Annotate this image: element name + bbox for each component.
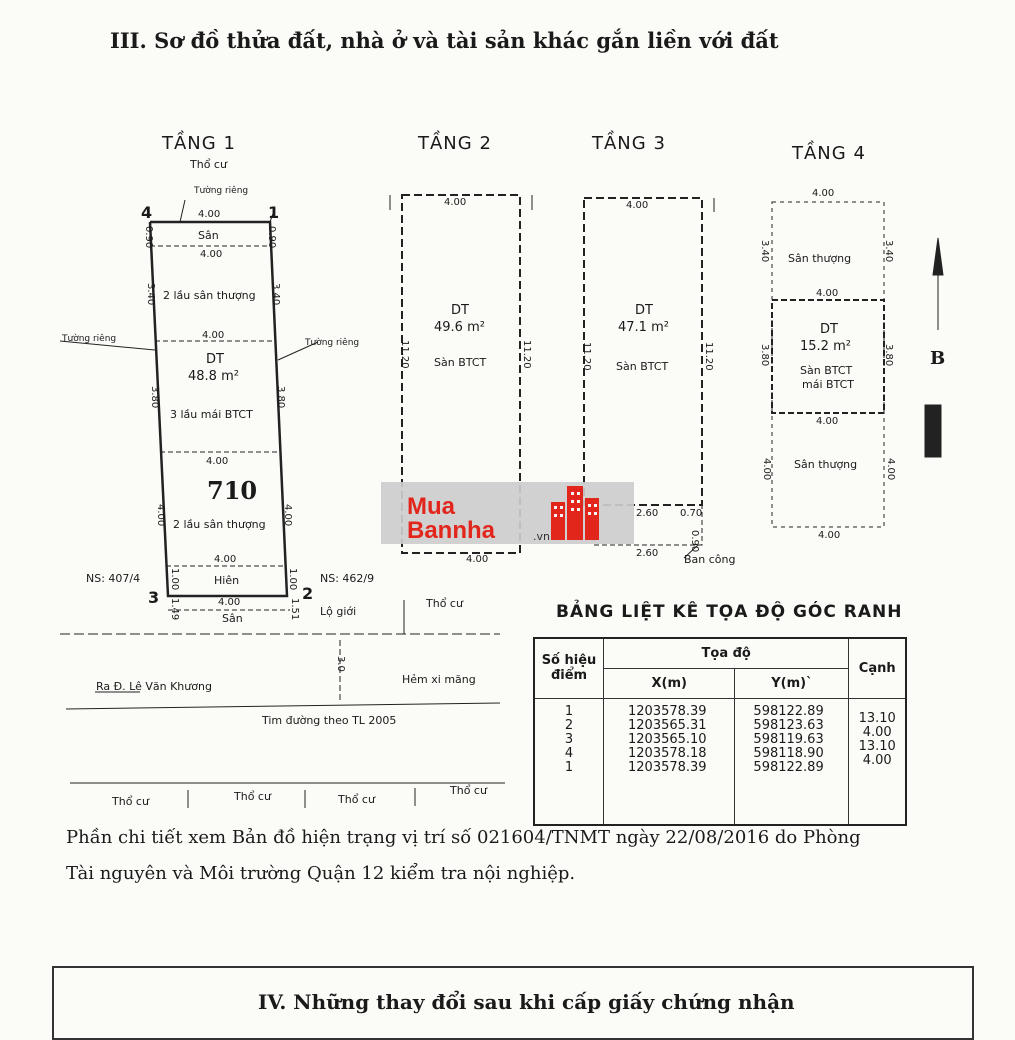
table-row-point: 3 xyxy=(564,731,574,747)
wall-left-label: Tường riêng xyxy=(62,334,117,344)
f2-dt-label: DT xyxy=(451,303,469,318)
f2-area: 49.6 m² xyxy=(434,320,485,335)
f1-hien-label: Hiên xyxy=(214,574,240,587)
f2-width-bottom: 4.00 xyxy=(466,554,489,565)
f4-dim-340-right: 3.40 xyxy=(883,240,894,263)
f3-dt-label: DT xyxy=(635,303,653,318)
ra-duong-label: Ra Đ. Lê Văn Khương xyxy=(96,680,212,693)
f3-dim-260: 2.60 xyxy=(636,508,659,519)
f1-san-label: Sân xyxy=(198,229,219,242)
section-4-title: IV. Những thay đổi sau khi cấp giấy chứng nhận xyxy=(258,990,795,1014)
f1-dim-right-100: 1.00 xyxy=(287,568,298,591)
f1-dim-left-380: 3.80 xyxy=(149,386,160,409)
f4-terrace-bottom: Sân thượng xyxy=(794,458,858,471)
f1-area: 48.8 m² xyxy=(188,369,239,384)
f4-dim-340-left: 3.40 xyxy=(759,240,770,263)
note-line-2: Tài nguyên và Môi trường Quận 12 kiểm tra nội nghiệp. xyxy=(66,863,576,884)
section-4-box xyxy=(52,966,974,1040)
f3-balcony: Ban công xyxy=(684,553,736,566)
coordinate-table xyxy=(533,637,907,826)
f1-dim-right-090: 0.90 xyxy=(266,226,277,249)
f4-width-2: 4.00 xyxy=(816,288,839,299)
f3-width-top: 4.00 xyxy=(626,200,649,211)
f2-material: Sàn BTCT xyxy=(434,356,487,369)
f1-dim-left-400: 4.00 xyxy=(155,504,166,527)
parcel-number: 710 xyxy=(207,476,258,505)
road-width: 3.0 xyxy=(335,656,346,672)
floor-4-label: TẦNG 4 xyxy=(792,143,866,164)
f4-terrace-top: Sân thượng xyxy=(788,252,852,265)
f1-three-floor: 3 lầu mái BTCT xyxy=(170,408,253,421)
table-title: BẢNG LIỆT KÊ TỌA ĐỘ GÓC RANH xyxy=(556,602,903,622)
x-cell xyxy=(604,698,735,825)
ns-left: NS: 407/4 xyxy=(86,572,141,585)
header-y: Y(m)` xyxy=(735,668,849,698)
f4-dim-400-right: 4.00 xyxy=(885,458,896,481)
f4-width-top: 4.00 xyxy=(812,188,835,199)
f1-dim-left-100: 1.00 xyxy=(169,568,180,591)
corner-4-label: 4 xyxy=(141,203,153,222)
logo-text-1: Mua xyxy=(407,493,455,520)
f1-dim-right-151: 1.51 xyxy=(289,598,300,621)
f1-width-top: 4.00 xyxy=(198,209,221,220)
f4-roof: mái BTCT xyxy=(802,378,855,391)
header-point xyxy=(534,638,604,698)
f1-width-4: 4.00 xyxy=(206,456,229,467)
logo-suffix: .vn xyxy=(533,530,550,543)
north-label: B xyxy=(930,348,946,369)
floor-1-label: TẦNG 1 xyxy=(162,133,236,154)
table-row-x: 1203578.39 xyxy=(628,703,707,719)
table-row-edge: 4.00 xyxy=(862,752,892,768)
table-row-edge: 13.10 xyxy=(858,738,896,754)
points-cell xyxy=(534,698,604,825)
logo-text-2: Bannha xyxy=(407,517,496,544)
f3-area: 47.1 m² xyxy=(618,320,669,335)
f4-dim-400-left: 4.00 xyxy=(761,458,772,481)
f3-length-right: 11.20 xyxy=(703,342,714,371)
edge-cell xyxy=(849,698,906,825)
header-coord: Tọa độ xyxy=(604,638,849,668)
header-point-line2: điểm xyxy=(550,668,588,684)
f3-dim-070: 0.70 xyxy=(680,508,703,519)
section-3-title: III. Sơ đồ thửa đất, nhà ở và tài sản khác gắn liền với đất xyxy=(110,28,779,53)
f3-material: Sàn BTCT xyxy=(616,360,669,373)
tho-cu-right-label: Thổ cư xyxy=(426,597,463,610)
header-x: X(m) xyxy=(604,668,735,698)
f3-dim-260-b: 2.60 xyxy=(636,548,659,559)
ns-right: NS: 462/9 xyxy=(320,572,375,585)
table-row-point: 4 xyxy=(564,745,574,761)
tho-cu-top-label: Thổ cư xyxy=(190,158,227,171)
f4-dim-380-right: 3.80 xyxy=(883,344,894,367)
wall-top-label: Tường riêng xyxy=(194,186,249,196)
wall-right-label: Tường riêng xyxy=(305,338,360,348)
tho-cu-bottom-2: Thổ cư xyxy=(234,790,271,803)
corner-2-label: 2 xyxy=(302,584,314,603)
f1-dim-right-380: 3.80 xyxy=(275,386,286,409)
f1-dim-right-400: 4.00 xyxy=(282,504,293,527)
header-edge: Cạnh xyxy=(849,638,906,698)
table-row-y: 598118.90 xyxy=(753,745,824,761)
tho-cu-bottom-1: Thổ cư xyxy=(112,795,149,808)
table-row-x: 1203578.18 xyxy=(628,745,707,761)
f1-width-3: 4.00 xyxy=(202,330,225,341)
table-row-y: 598123.63 xyxy=(753,717,824,733)
f1-two-floor-roof: 2 lầu sân thượng xyxy=(163,289,256,302)
f2-length-left: 11.20 xyxy=(399,340,410,369)
table-row-x: 1203565.10 xyxy=(628,731,707,747)
floor-3-label: TẦNG 3 xyxy=(592,133,666,154)
f1-width-6: 4.00 xyxy=(218,597,241,608)
table-row-point: 2 xyxy=(564,717,574,733)
f3-length-left: 11.20 xyxy=(581,342,592,371)
note-line-1: Phần chi tiết xem Bản đồ hiện trạng vị trí số 021604/TNMT ngày 22/08/2016 do Phòng xyxy=(66,827,861,848)
floor-2-label: TẦNG 2 xyxy=(418,133,492,154)
table-row-y: 598119.63 xyxy=(753,731,824,747)
table-row-x: 1203565.31 xyxy=(628,717,707,733)
table-row-x: 1203578.39 xyxy=(628,759,707,775)
table-row-edge: 13.10 xyxy=(858,710,896,726)
table-row-point: 1 xyxy=(564,759,574,775)
f4-width-3: 4.00 xyxy=(816,416,839,427)
header-point-line1: Số hiệu xyxy=(541,653,597,669)
f2-width-top: 4.00 xyxy=(444,197,467,208)
table-row-y: 598122.89 xyxy=(753,703,824,719)
table-row-y: 598122.89 xyxy=(753,759,824,775)
f1-width-5: 4.00 xyxy=(214,554,237,565)
f1-dim-left-340: 3.40 xyxy=(145,283,156,306)
tho-cu-bottom-3: Thổ cư xyxy=(338,793,375,806)
f4-dt-label: DT xyxy=(820,322,838,337)
f4-dim-380-left: 3.80 xyxy=(759,344,770,367)
f1-width-2: 4.00 xyxy=(200,249,223,260)
table-row-edge: 4.00 xyxy=(862,724,892,740)
f1-dim-right-340: 3.40 xyxy=(270,283,281,306)
f3-dim-090: 0.90 xyxy=(689,530,700,553)
f4-material: Sàn BTCT xyxy=(800,364,853,377)
f1-san-bottom: Sân xyxy=(222,612,243,625)
f1-dim-left-090: 0.90 xyxy=(143,226,154,249)
corner-1-label: 1 xyxy=(268,203,280,222)
corner-3-label: 3 xyxy=(148,588,160,607)
table-row-point: 1 xyxy=(564,703,574,719)
f2-length-right: 11.20 xyxy=(521,340,532,369)
f1-dt-label: DT xyxy=(206,352,224,367)
lo-gioi-label: Lộ giới xyxy=(320,605,357,618)
hem-label: Hẻm xi măng xyxy=(402,673,476,686)
tho-cu-bottom-4: Thổ cư xyxy=(450,784,487,797)
f1-two-floor-roof-2: 2 lầu sân thượng xyxy=(173,518,266,531)
y-cell xyxy=(735,698,849,825)
f4-area: 15.2 m² xyxy=(800,339,851,354)
f4-width-bottom: 4.00 xyxy=(818,530,841,541)
f1-dim-left-149: 1.49 xyxy=(169,598,180,621)
building-icon xyxy=(539,484,609,542)
watermark-logo xyxy=(381,482,634,544)
tim-duong-label: Tim đường theo TL 2005 xyxy=(262,714,397,727)
